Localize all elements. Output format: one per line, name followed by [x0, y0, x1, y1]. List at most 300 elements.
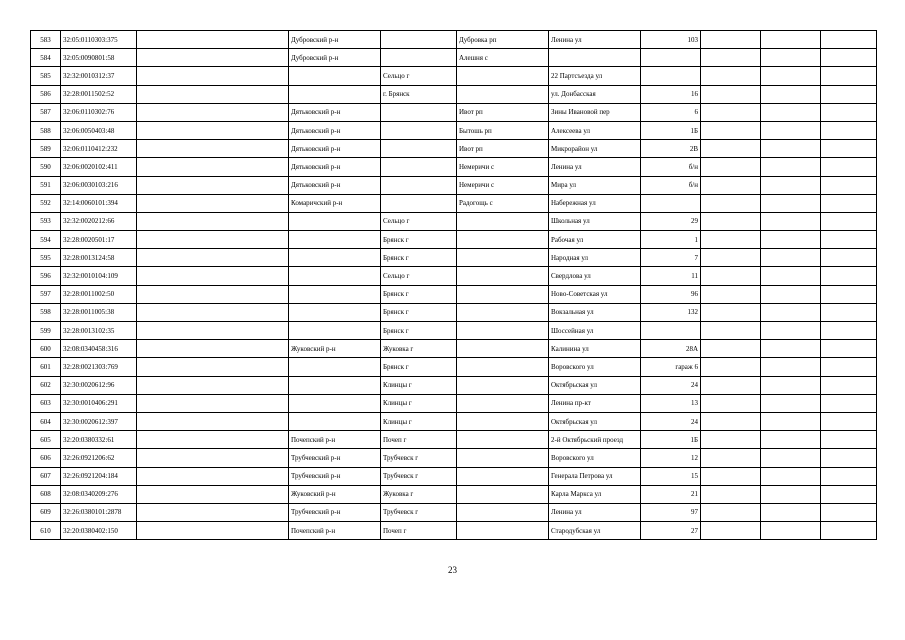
cell-blank-col — [137, 449, 289, 467]
cell-district: Трубчевский р-н — [289, 503, 381, 521]
cell-extra-col-1 — [701, 212, 761, 230]
cell-cadastral-number: 32:14:0060101:394 — [61, 194, 137, 212]
cell-cadastral-number: 32:06:0110302:76 — [61, 103, 137, 121]
cell-extra-col-3 — [821, 49, 877, 67]
cell-extra-col-1 — [701, 431, 761, 449]
cell-extra-col-1 — [701, 121, 761, 139]
cell-settlement — [457, 267, 549, 285]
cell-extra-col-3 — [821, 340, 877, 358]
cell-cadastral-number: 32:28:0011002:50 — [61, 285, 137, 303]
cell-cadastral-number: 32:26:0921206:62 — [61, 449, 137, 467]
table-row — [31, 158, 877, 176]
cell-city: Клинцы г — [381, 412, 457, 430]
cell-city: Брянск г — [381, 303, 457, 321]
cell-extra-col-1 — [701, 522, 761, 540]
cell-district: Дятьковский р-н — [289, 103, 381, 121]
cell-extra-col-2 — [761, 522, 821, 540]
table-row — [31, 103, 877, 121]
cell-extra-col-1 — [701, 158, 761, 176]
page-number: 23 — [448, 565, 457, 575]
cell-cadastral-number: 32:32:0010312:37 — [61, 67, 137, 85]
cell-district: Почепский р-н — [289, 522, 381, 540]
cell-extra-col-1 — [701, 394, 761, 412]
cell-row-index: 589 — [31, 140, 61, 158]
cell-blank-col — [137, 212, 289, 230]
cell-extra-col-3 — [821, 140, 877, 158]
cell-city: Брянск г — [381, 322, 457, 340]
cell-district — [289, 212, 381, 230]
cell-row-index: 601 — [31, 358, 61, 376]
cell-house-number: 97 — [641, 503, 701, 521]
cell-city: Сельцо г — [381, 267, 457, 285]
cell-city: Брянск г — [381, 358, 457, 376]
cell-extra-col-2 — [761, 103, 821, 121]
cell-row-index: 596 — [31, 267, 61, 285]
cell-house-number: 27 — [641, 522, 701, 540]
cell-cadastral-number: 32:28:0020501:17 — [61, 231, 137, 249]
cell-row-index: 587 — [31, 103, 61, 121]
cell-district — [289, 231, 381, 249]
cell-cadastral-number: 32:06:0020102:411 — [61, 158, 137, 176]
cell-street: Ленина ул — [549, 503, 641, 521]
cell-settlement — [457, 412, 549, 430]
cell-city: Сельцо г — [381, 67, 457, 85]
cell-street: Стародубская ул — [549, 522, 641, 540]
cell-district: Дятьковский р-н — [289, 121, 381, 139]
table-row — [31, 231, 877, 249]
cell-settlement — [457, 431, 549, 449]
cell-extra-col-1 — [701, 285, 761, 303]
cell-city: Клинцы г — [381, 394, 457, 412]
table-row — [31, 431, 877, 449]
cell-extra-col-2 — [761, 85, 821, 103]
cell-row-index: 608 — [31, 485, 61, 503]
cell-extra-col-1 — [701, 449, 761, 467]
cell-street: Калинина ул — [549, 340, 641, 358]
cell-city: Клинцы г — [381, 376, 457, 394]
cell-house-number: 24 — [641, 412, 701, 430]
table-row — [31, 376, 877, 394]
cell-blank-col — [137, 412, 289, 430]
cell-settlement — [457, 85, 549, 103]
cell-row-index: 610 — [31, 522, 61, 540]
cell-house-number: 2В — [641, 140, 701, 158]
cell-house-number: б/н — [641, 176, 701, 194]
cell-extra-col-3 — [821, 503, 877, 521]
cell-extra-col-2 — [761, 140, 821, 158]
cell-district — [289, 376, 381, 394]
cell-row-index: 584 — [31, 49, 61, 67]
cell-extra-col-3 — [821, 158, 877, 176]
cell-row-index: 585 — [31, 67, 61, 85]
cell-extra-col-3 — [821, 31, 877, 49]
cell-settlement: Бытошь рп — [457, 121, 549, 139]
cell-blank-col — [137, 49, 289, 67]
cell-row-index: 603 — [31, 394, 61, 412]
cell-blank-col — [137, 231, 289, 249]
cell-street: ул. Донбасская — [549, 85, 641, 103]
cell-street: Ленина ул — [549, 31, 641, 49]
table-row — [31, 249, 877, 267]
cell-cadastral-number: 32:28:0013102:35 — [61, 322, 137, 340]
cell-street: Мира ул — [549, 176, 641, 194]
cell-row-index: 598 — [31, 303, 61, 321]
cell-extra-col-2 — [761, 431, 821, 449]
cell-extra-col-3 — [821, 467, 877, 485]
cell-extra-col-2 — [761, 194, 821, 212]
cell-blank-col — [137, 431, 289, 449]
cell-district — [289, 285, 381, 303]
cell-settlement — [457, 322, 549, 340]
cell-extra-col-1 — [701, 194, 761, 212]
cell-extra-col-2 — [761, 303, 821, 321]
cell-blank-col — [137, 467, 289, 485]
cell-street: Вокзальная ул — [549, 303, 641, 321]
cell-settlement: Ивот рп — [457, 140, 549, 158]
cell-extra-col-3 — [821, 485, 877, 503]
cell-row-index: 606 — [31, 449, 61, 467]
cell-row-index: 597 — [31, 285, 61, 303]
cell-extra-col-3 — [821, 121, 877, 139]
cell-district — [289, 249, 381, 267]
cell-city — [381, 49, 457, 67]
cell-row-index: 609 — [31, 503, 61, 521]
cell-house-number: гараж 6 — [641, 358, 701, 376]
cell-house-number: 103 — [641, 31, 701, 49]
cell-extra-col-2 — [761, 121, 821, 139]
cell-extra-col-1 — [701, 358, 761, 376]
cell-house-number: 15 — [641, 467, 701, 485]
cell-blank-col — [137, 140, 289, 158]
cell-settlement: Немеричи с — [457, 176, 549, 194]
cell-extra-col-3 — [821, 449, 877, 467]
cell-extra-col-1 — [701, 340, 761, 358]
cell-city — [381, 194, 457, 212]
cell-house-number: 12 — [641, 449, 701, 467]
cell-extra-col-2 — [761, 394, 821, 412]
cell-district: Почепский р-н — [289, 431, 381, 449]
cell-extra-col-1 — [701, 303, 761, 321]
cell-cadastral-number: 32:06:0110412:232 — [61, 140, 137, 158]
cell-street — [549, 49, 641, 67]
table-row — [31, 121, 877, 139]
cell-extra-col-2 — [761, 358, 821, 376]
cell-extra-col-3 — [821, 267, 877, 285]
cell-district: Комаричский р-н — [289, 194, 381, 212]
cell-settlement — [457, 212, 549, 230]
cell-cadastral-number: 32:28:0011005:38 — [61, 303, 137, 321]
cell-blank-col — [137, 522, 289, 540]
cell-district: Трубчевский р-н — [289, 449, 381, 467]
cell-extra-col-1 — [701, 49, 761, 67]
cell-city: Брянск г — [381, 249, 457, 267]
cell-extra-col-1 — [701, 322, 761, 340]
cell-blank-col — [137, 158, 289, 176]
cell-house-number: 1Б — [641, 431, 701, 449]
table-row — [31, 67, 877, 85]
cell-street: 22 Партсъезда ул — [549, 67, 641, 85]
cell-extra-col-3 — [821, 522, 877, 540]
cell-district: Дятьковский р-н — [289, 176, 381, 194]
cell-blank-col — [137, 340, 289, 358]
cell-blank-col — [137, 249, 289, 267]
cell-street: Свердлова ул — [549, 267, 641, 285]
table-row — [31, 394, 877, 412]
cell-district — [289, 412, 381, 430]
table-row — [31, 412, 877, 430]
cell-blank-col — [137, 358, 289, 376]
cell-house-number: 132 — [641, 303, 701, 321]
cell-settlement: Ивот рп — [457, 103, 549, 121]
cell-city — [381, 140, 457, 158]
cell-extra-col-1 — [701, 412, 761, 430]
cell-blank-col — [137, 121, 289, 139]
cell-street: Народная ул — [549, 249, 641, 267]
cell-street: Алексеева ул — [549, 121, 641, 139]
cell-street: Ново-Советская ул — [549, 285, 641, 303]
cell-extra-col-2 — [761, 412, 821, 430]
cell-city: Трубчевск г — [381, 449, 457, 467]
cell-settlement: Алешня с — [457, 49, 549, 67]
cell-city: Трубчевск г — [381, 467, 457, 485]
cell-blank-col — [137, 322, 289, 340]
cell-extra-col-3 — [821, 176, 877, 194]
cell-district: Дубровский р-н — [289, 31, 381, 49]
cell-settlement: Немеричи с — [457, 158, 549, 176]
cell-settlement — [457, 358, 549, 376]
cell-street: Рабочая ул — [549, 231, 641, 249]
cell-blank-col — [137, 103, 289, 121]
cell-cadastral-number: 32:32:0020212:66 — [61, 212, 137, 230]
table-row — [31, 522, 877, 540]
cell-house-number: 11 — [641, 267, 701, 285]
cell-city: г. Брянск — [381, 85, 457, 103]
cell-extra-col-2 — [761, 249, 821, 267]
table-row — [31, 503, 877, 521]
cell-house-number: 16 — [641, 85, 701, 103]
cell-row-index: 586 — [31, 85, 61, 103]
cell-blank-col — [137, 67, 289, 85]
table-row — [31, 340, 877, 358]
cell-cadastral-number: 32:28:0011502:52 — [61, 85, 137, 103]
cell-extra-col-3 — [821, 358, 877, 376]
table-row — [31, 194, 877, 212]
cell-street: Зины Ивановой пер — [549, 103, 641, 121]
cell-city — [381, 103, 457, 121]
cell-city — [381, 31, 457, 49]
cell-street: Генерала Петрова ул — [549, 467, 641, 485]
cell-district: Жуковский р-н — [289, 485, 381, 503]
table-row — [31, 358, 877, 376]
cell-extra-col-2 — [761, 49, 821, 67]
cell-house-number: 7 — [641, 249, 701, 267]
cell-row-index: 604 — [31, 412, 61, 430]
cell-settlement — [457, 376, 549, 394]
cell-row-index: 590 — [31, 158, 61, 176]
table-row — [31, 449, 877, 467]
cell-extra-col-3 — [821, 431, 877, 449]
cell-street: Шоссейная ул — [549, 322, 641, 340]
cell-extra-col-2 — [761, 376, 821, 394]
cell-blank-col — [137, 194, 289, 212]
cell-cadastral-number: 32:05:0090801:58 — [61, 49, 137, 67]
cell-house-number: 1 — [641, 231, 701, 249]
cell-blank-col — [137, 376, 289, 394]
cell-city: Брянск г — [381, 231, 457, 249]
cell-city: Почеп г — [381, 522, 457, 540]
cell-extra-col-2 — [761, 467, 821, 485]
cell-extra-col-1 — [701, 31, 761, 49]
cell-extra-col-3 — [821, 85, 877, 103]
cell-extra-col-2 — [761, 285, 821, 303]
cell-house-number — [641, 67, 701, 85]
cell-settlement — [457, 503, 549, 521]
cell-house-number — [641, 322, 701, 340]
table-row — [31, 140, 877, 158]
cell-blank-col — [137, 394, 289, 412]
cell-extra-col-1 — [701, 467, 761, 485]
cell-street: Октябрьская ул — [549, 376, 641, 394]
cell-cadastral-number: 32:30:0010406:291 — [61, 394, 137, 412]
table-row — [31, 49, 877, 67]
cell-row-index: 605 — [31, 431, 61, 449]
cell-house-number: 28А — [641, 340, 701, 358]
cell-cadastral-number: 32:30:0020612:397 — [61, 412, 137, 430]
cell-settlement — [457, 340, 549, 358]
cell-extra-col-3 — [821, 231, 877, 249]
cell-district — [289, 358, 381, 376]
cell-extra-col-1 — [701, 267, 761, 285]
cell-blank-col — [137, 485, 289, 503]
cell-street: Школьная ул — [549, 212, 641, 230]
cell-extra-col-1 — [701, 249, 761, 267]
cell-settlement: Радогощь с — [457, 194, 549, 212]
cell-city: Сельцо г — [381, 212, 457, 230]
cell-extra-col-2 — [761, 267, 821, 285]
cell-blank-col — [137, 267, 289, 285]
cell-row-index: 592 — [31, 194, 61, 212]
cell-extra-col-1 — [701, 503, 761, 521]
cell-street: Ленина пр-кт — [549, 394, 641, 412]
cell-city — [381, 158, 457, 176]
cell-extra-col-1 — [701, 140, 761, 158]
table-row — [31, 485, 877, 503]
cell-district: Дубровский р-н — [289, 49, 381, 67]
cell-extra-col-3 — [821, 67, 877, 85]
cell-cadastral-number: 32:30:0020612:96 — [61, 376, 137, 394]
cell-street: 2-й Октябрьский проезд — [549, 431, 641, 449]
cell-extra-col-2 — [761, 31, 821, 49]
cell-street: Воровского ул — [549, 449, 641, 467]
cell-row-index: 593 — [31, 212, 61, 230]
cell-cadastral-number: 32:26:0380101:2878 — [61, 503, 137, 521]
cell-extra-col-2 — [761, 231, 821, 249]
cell-extra-col-2 — [761, 212, 821, 230]
cell-house-number — [641, 194, 701, 212]
cell-city: Жуковка г — [381, 485, 457, 503]
cell-extra-col-2 — [761, 176, 821, 194]
cell-house-number: 96 — [641, 285, 701, 303]
cell-cadastral-number: 32:08:0340209:276 — [61, 485, 137, 503]
cell-house-number: б/н — [641, 158, 701, 176]
cell-street: Набережная ул — [549, 194, 641, 212]
cell-extra-col-1 — [701, 176, 761, 194]
cell-extra-col-3 — [821, 303, 877, 321]
cell-cadastral-number: 32:32:0010104:109 — [61, 267, 137, 285]
cell-cadastral-number: 32:08:0340458:316 — [61, 340, 137, 358]
cell-extra-col-3 — [821, 194, 877, 212]
cell-cadastral-number: 32:06:0050403:48 — [61, 121, 137, 139]
table-row — [31, 467, 877, 485]
cell-settlement — [457, 467, 549, 485]
cell-cadastral-number: 32:20:0380332:61 — [61, 431, 137, 449]
cell-extra-col-2 — [761, 340, 821, 358]
cell-cadastral-number: 32:28:0013124:58 — [61, 249, 137, 267]
cell-extra-col-3 — [821, 212, 877, 230]
cell-street: Карла Маркса ул — [549, 485, 641, 503]
cell-street: Октябрьская ул — [549, 412, 641, 430]
cell-house-number: 13 — [641, 394, 701, 412]
cell-row-index: 595 — [31, 249, 61, 267]
cell-settlement — [457, 485, 549, 503]
cell-house-number: 6 — [641, 103, 701, 121]
cell-district — [289, 85, 381, 103]
cell-cadastral-number: 32:20:0380402:150 — [61, 522, 137, 540]
table-row — [31, 85, 877, 103]
cell-row-index: 591 — [31, 176, 61, 194]
cell-settlement — [457, 522, 549, 540]
cell-settlement — [457, 449, 549, 467]
table-row — [31, 176, 877, 194]
cell-extra-col-3 — [821, 103, 877, 121]
cell-extra-col-1 — [701, 376, 761, 394]
cell-extra-col-2 — [761, 503, 821, 521]
cell-city — [381, 121, 457, 139]
table-row — [31, 285, 877, 303]
cell-cadastral-number: 32:28:0021303:769 — [61, 358, 137, 376]
cell-extra-col-3 — [821, 249, 877, 267]
cell-blank-col — [137, 31, 289, 49]
cell-extra-col-1 — [701, 85, 761, 103]
cell-district — [289, 67, 381, 85]
table-row — [31, 303, 877, 321]
cell-house-number: 21 — [641, 485, 701, 503]
cell-blank-col — [137, 503, 289, 521]
cell-settlement — [457, 394, 549, 412]
cell-extra-col-1 — [701, 67, 761, 85]
cell-district: Жуковский р-н — [289, 340, 381, 358]
cell-district: Трубчевский р-н — [289, 467, 381, 485]
cell-house-number — [641, 49, 701, 67]
cell-cadastral-number: 32:06:0030103:216 — [61, 176, 137, 194]
cell-extra-col-1 — [701, 231, 761, 249]
cell-blank-col — [137, 303, 289, 321]
cell-extra-col-3 — [821, 376, 877, 394]
cell-extra-col-3 — [821, 322, 877, 340]
cell-street: Ленина ул — [549, 158, 641, 176]
cell-city: Почеп г — [381, 431, 457, 449]
cell-row-index: 599 — [31, 322, 61, 340]
cell-house-number: 29 — [641, 212, 701, 230]
cell-street: Воровского ул — [549, 358, 641, 376]
cell-extra-col-3 — [821, 285, 877, 303]
cell-row-index: 588 — [31, 121, 61, 139]
table-row — [31, 212, 877, 230]
cell-city: Трубчевск г — [381, 503, 457, 521]
cell-settlement — [457, 249, 549, 267]
cell-row-index: 583 — [31, 31, 61, 49]
cell-extra-col-1 — [701, 485, 761, 503]
